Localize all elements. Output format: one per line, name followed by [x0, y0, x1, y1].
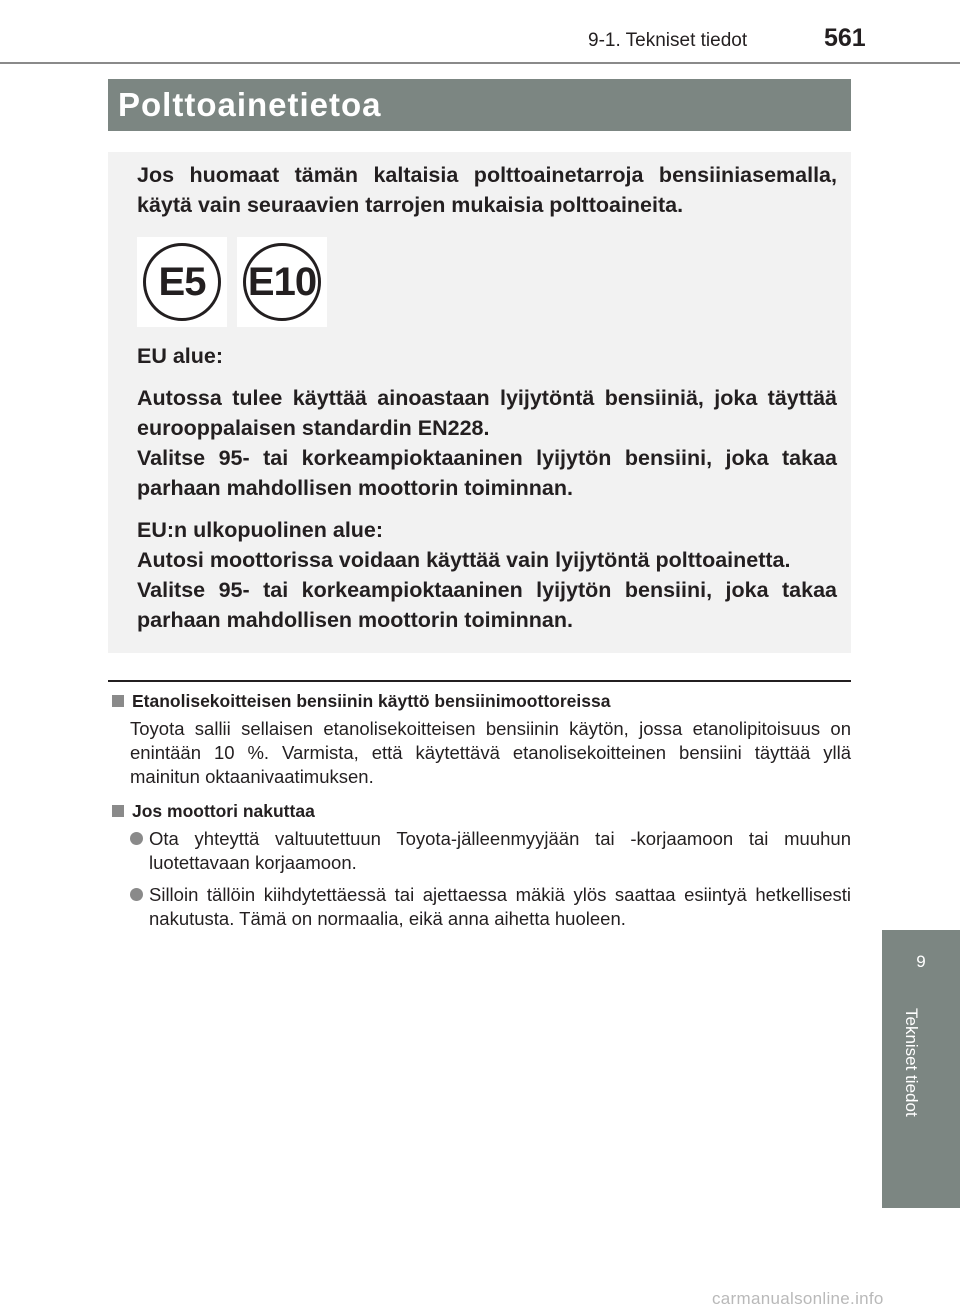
- e5-fuel-label-icon: E5: [143, 243, 221, 321]
- main-content: [108, 689, 851, 931]
- knock-bullet-text-2: Silloin tällöin kiihdytettäessä tai ajettaessa mäkiä ylös saattaa esiintyä hetkellisesti nakutusta. Tämä on normaalia, eikä anna aihetta huoleen.: [149, 884, 851, 929]
- chapter-label: Tekniset tiedot: [902, 1008, 921, 1117]
- round-bullet-icon: [130, 832, 143, 845]
- square-bullet-icon: [112, 695, 124, 707]
- knock-section-heading: [108, 799, 851, 823]
- page-number: 561: [824, 24, 866, 52]
- list-item: [130, 883, 851, 931]
- section-divider: [108, 680, 851, 682]
- knock-heading-text: Jos moottori nakuttaa: [132, 801, 315, 821]
- header-section-title: 9-1. Tekniset tiedot: [588, 30, 748, 51]
- round-bullet-icon: [130, 888, 143, 901]
- fuel-info-box: [108, 152, 851, 653]
- ethanol-section-heading: [108, 689, 851, 713]
- header-divider: [0, 62, 960, 64]
- badge-e5-cell: [137, 237, 227, 327]
- ethanol-section-body: Toyota sallii sellaisen etanolisekoitteisen bensiinin käytön, jossa etanolipitoisuus on enintään 10 %. Varmista, että käytettävä etanolisekoitteinen bensiini täyttää yllä mainitun oktaanivaatimuksen.: [130, 718, 851, 787]
- page-title: Polttoainetietoa: [108, 79, 851, 131]
- eu-region-text-1: Autossa tulee käyttää ainoastaan lyijytöntä bensiiniä, joka täyttää eurooppalaisen standardin EN228.: [137, 386, 837, 440]
- ethanol-heading-text: Etanolisekoitteisen bensiinin käyttö bensiinimoottoreissa: [132, 691, 611, 711]
- badge-e10-cell: [237, 237, 327, 327]
- non-eu-region-label: EU:n ulkopuolinen alue:: [137, 518, 384, 542]
- chapter-number: 9: [916, 952, 926, 971]
- square-bullet-icon: [112, 805, 124, 817]
- eu-region-text-2: Valitse 95- tai korkeampioktaaninen lyijytön bensiini, joka takaa parhaan mahdollisen moottorin toiminnan.: [137, 446, 837, 500]
- non-eu-region-text-1: Autosi moottorissa voidaan käyttää vain lyijytöntä polttoainetta.: [137, 548, 791, 572]
- list-item: [130, 827, 851, 875]
- non-eu-region-text-2: Valitse 95- tai korkeampioktaaninen lyijytön bensiini, joka takaa parhaan mahdollisen moottorin toiminnan.: [137, 578, 837, 632]
- fuel-label-badges: [137, 237, 837, 327]
- e10-fuel-label-icon: E10: [243, 243, 321, 321]
- fuel-label-intro: Jos huomaat tämän kaltaisia polttoainetarroja bensiiniasemalla, käytä vain seuraavien tarrojen mukaisia polttoaineita.: [137, 163, 837, 217]
- knock-bullet-text-1: Ota yhteyttä valtuutettuun Toyota-jälleenmyyjään tai -korjaamoon tai muuhun luotettavaan korjaamoon.: [149, 828, 851, 873]
- chapter-side-tab[interactable]: [882, 930, 960, 1208]
- eu-region-label: EU alue:: [137, 344, 224, 368]
- watermark: carmanualsonline.info: [712, 1289, 884, 1308]
